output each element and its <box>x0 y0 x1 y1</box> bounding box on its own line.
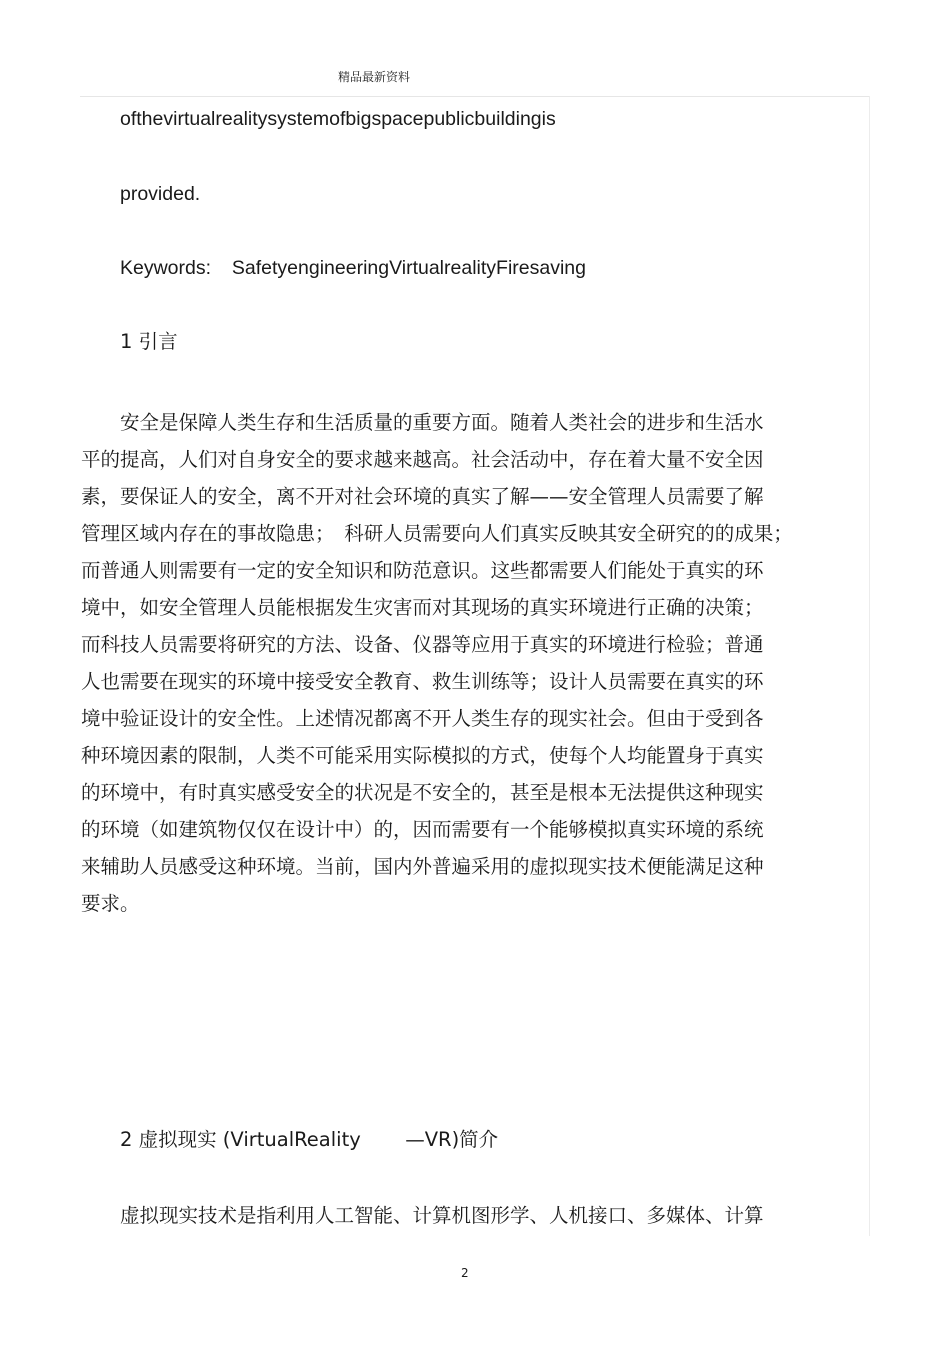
paragraph-line: 而科技人员需要将研究的方法、设备、仪器等应用于真实的环境进行检验；普通 <box>81 633 764 656</box>
paragraph-line: 要求。 <box>81 892 140 915</box>
keywords-line <box>120 256 586 280</box>
paragraph-line: 种环境因素的限制，人类不可能采用实际模拟的方式，使每个人均能置身于真实 <box>81 744 764 767</box>
running-header: 精品最新资料 <box>338 70 411 84</box>
keywords-label: Keywords: <box>120 257 212 279</box>
page-number: 2 <box>461 1266 469 1280</box>
paragraph-line: 素，要保证人的安全，离不开对社会环境的真实了解——安全管理人员需要了解 <box>81 485 764 508</box>
paragraph-line: 境中，如安全管理人员能根据发生灾害而对其现场的真实环境进行正确的决策； <box>81 596 764 619</box>
section-2-heading <box>120 1128 498 1152</box>
section-1-paragraph <box>81 404 841 922</box>
paragraph-line: 来辅助人员感受这种环境。当前，国内外普遍采用的虚拟现实技术便能满足这种 <box>81 855 764 878</box>
paragraph-line: 而普通人则需要有一定的安全知识和防范意识。这些都需要人们能处于真实的环 <box>81 559 764 582</box>
header-rule <box>80 96 870 97</box>
paragraph-line: 的环境中，有时真实感受安全的状况是不安全的，甚至是根本无法提供这种现实 <box>81 781 764 804</box>
abstract-line-2: provided. <box>120 183 201 205</box>
paragraph-line: 管理区域内存在的事故隐患； 科研人员需要向人们真实反映其安全研究的的成果； <box>81 522 793 545</box>
abstract-line-1: ofthevirtualrealitysystemofbigspacepublicbuildingis <box>120 108 556 130</box>
section-2-first-line: 虚拟现实技术是指利用人工智能、计算机图形学、人机接口、多媒体、计算 <box>81 1204 764 1227</box>
section-2-heading-prefix: 2 虚拟现实 (VirtualReality <box>120 1128 361 1151</box>
paragraph-line: 人也需要在现实的环境中接受安全教育、救生训练等；设计人员需要在真实的环 <box>81 670 764 693</box>
margin-rule <box>869 96 870 1236</box>
paragraph-line: 的环境（如建筑物仅仅在设计中）的，因而需要有一个能够模拟真实环境的系统 <box>81 818 764 841</box>
paragraph-line: 安全是保障人类生存和生活质量的重要方面。随着人类社会的进步和生活水 <box>81 411 764 434</box>
section-1-heading: 1 引言 <box>120 330 178 353</box>
paragraph-line: 境中验证设计的安全性。上述情况都离不开人类生存的现实社会。但由于受到各 <box>81 707 764 730</box>
section-2-heading-suffix: —VR)简介 <box>405 1128 499 1151</box>
keywords-terms: SafetyengineeringVirtualrealityFiresaving <box>231 257 586 279</box>
paragraph-line: 平的提高，人们对自身安全的要求越来越高。社会活动中，存在着大量不安全因 <box>81 448 764 471</box>
